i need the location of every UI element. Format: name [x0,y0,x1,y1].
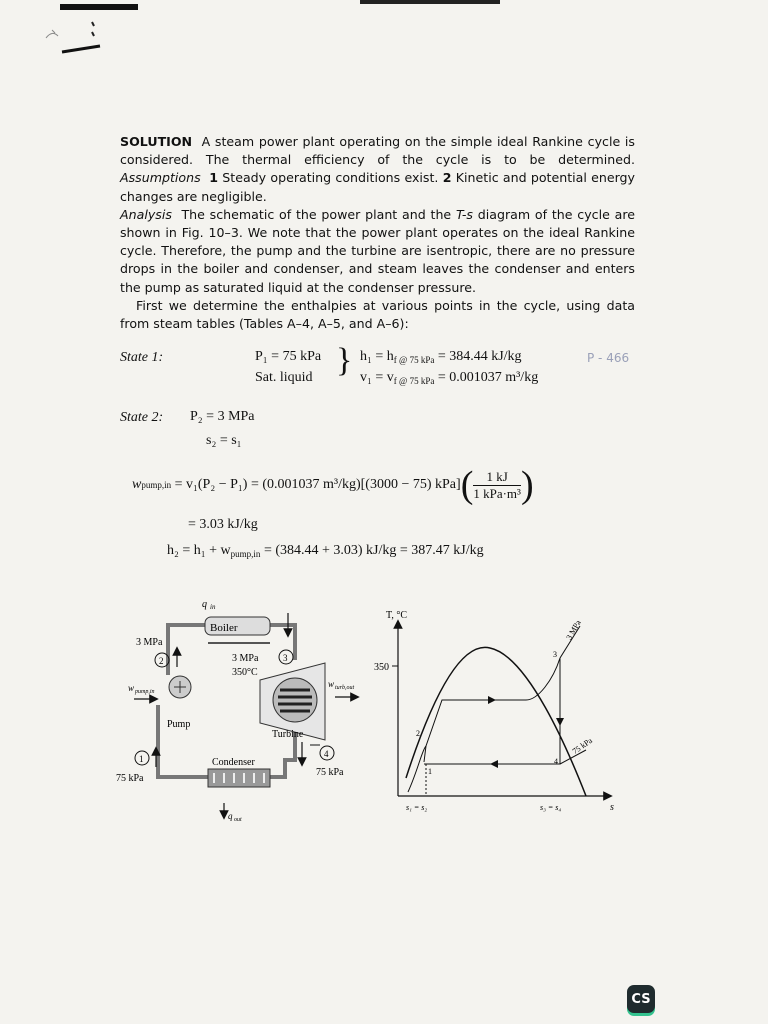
p-3mpa-right: 3 MPa [232,653,259,664]
analysis-text-1: The schematic of the power plant and the [181,206,456,222]
v1-subscript: f @ 75 kPa [393,376,435,386]
w-turb-label: w [328,679,335,689]
solution-heading: SOLUTION [120,134,193,149]
s1-equals-s2: s₁ = s₂ [406,803,428,812]
state-1-p1: P₁ = 75 kPa [255,349,322,364]
q-in-sub: in [210,603,216,611]
h1-value: = 384.44 kJ/kg [437,349,522,364]
condenser [208,769,270,787]
cycle-path [424,658,560,764]
solution-paragraph-2: First we determine the enthalpies at various points in the cycle, using data from steam tables (Tables A–4, A–5, and A–6): [120,297,635,332]
paren-open: ( [460,464,474,506]
temp-350: 350°C [232,667,258,678]
ts-point-4: 4 [554,757,558,766]
margin-note: P - 466 [587,351,630,365]
saturation-dome [406,647,586,796]
turbine-label: Turbine [272,729,304,740]
pump-work-expression: = v₁(P₂ − P₁) = (0.001037 m³/kg)[(3000 − 75) kPa] [174,477,461,492]
ts-point-1: 1 [428,767,432,776]
boiler-label: Boiler [210,622,238,634]
analysis-ts: T-s [455,206,473,222]
h1-subscript: f @ 75 kPa [393,355,435,365]
camscanner-logo [627,985,655,1013]
s-axis-label: s [610,802,614,813]
state-2-s2: s₂ = s₁ [206,433,242,448]
paren-close: ) [520,464,534,506]
h1-lhs: h₁ = h [360,349,394,364]
ts-point-3: 3 [553,650,557,659]
p-75kpa-left: 75 kPa [116,773,144,784]
assumptions-label: Assumptions [120,170,201,186]
ts-point-2: 2 [416,729,420,738]
s3-equals-s4: s₃ = s₄ [540,803,562,812]
unit-fraction [473,469,521,502]
pump-label: Pump [167,719,191,730]
state-2-p2: P₂ = 3 MPa [190,409,255,424]
assumption-1-number: 1 [209,170,218,186]
assumption-2-text: Kinetic and potential energy changes are negligible. [120,170,636,204]
state-2-label: State 2: [120,410,164,425]
v1-lhs: v₁ = v [360,370,394,385]
q-out-label: q [228,811,233,821]
analysis-text-2: diagram of the cycle are shown in Fig. 10–3. We note that the power plant operates on the ideal Rankine cycle. Therefore, the pump and the turbine are isentropic, there are no pressure drops in the boiler and condenser, and steam leaves the condenser and enters the pump as saturated liquid at the condenser pressure. [120,206,636,295]
tick-350: 350 [374,662,389,673]
h2-rhs: = (384.44 + 3.03) kJ/kg = 387.47 kJ/kg [263,543,484,558]
state-1-marker: 1 [139,754,144,764]
h2-subscript: pump,in [230,549,261,559]
analysis-label: Analysis [120,206,172,222]
q-in-label: q [202,599,207,610]
w-turb-sub: turb,out [335,685,355,691]
h2-equation [167,543,484,559]
q-out-sub: out [234,817,242,823]
p-3mpa-left: 3 MPa [136,637,163,648]
h2-lhs: h₂ = h₁ + w [167,543,231,558]
w-pump-sub: pump,in [135,689,155,695]
ts-diagram [368,600,628,830]
state-1-sat-liquid: Sat. liquid [255,370,313,385]
logo-text: CS [631,991,651,1007]
rankine-schematic [110,595,380,830]
w-subscript: pump,in [141,480,172,490]
scan-marks [0,0,768,60]
fraction-numerator: 1 kJ [473,469,521,486]
state-1-v1 [360,370,538,386]
state-2-marker: 2 [159,656,164,666]
fraction-denominator: 1 kPa·m³ [473,485,521,501]
v1-value: = 0.001037 m³/kg [437,370,539,385]
condenser-label: Condenser [212,757,255,768]
state-1-brace: } [336,342,353,379]
w-pump-label: w [128,683,135,693]
state-1-h1 [360,349,522,365]
w-symbol: w [132,477,142,492]
pump-work-equation [132,466,534,504]
pump-work-result: = 3.03 kJ/kg [188,517,258,532]
t-axis-label: T, °C [386,610,408,621]
state-3-marker: 3 [283,653,288,663]
isobar-3mpa: 3 MPa [564,618,583,642]
solution-text [120,133,635,333]
assumption-2-number: 2 [442,170,452,186]
state-1-label: State 1: [120,350,164,365]
state-4-marker: 4 [324,749,329,759]
isobar-75kpa: 75 kPa [570,735,594,756]
solution-intro: A steam power plant operating on the simple ideal Rankine cycle is considered. The thermal efficiency of the cycle is to be determined. [120,134,635,168]
p-75kpa-right: 75 kPa [316,767,344,778]
assumption-1-text: Steady operating conditions exist. [222,170,439,186]
